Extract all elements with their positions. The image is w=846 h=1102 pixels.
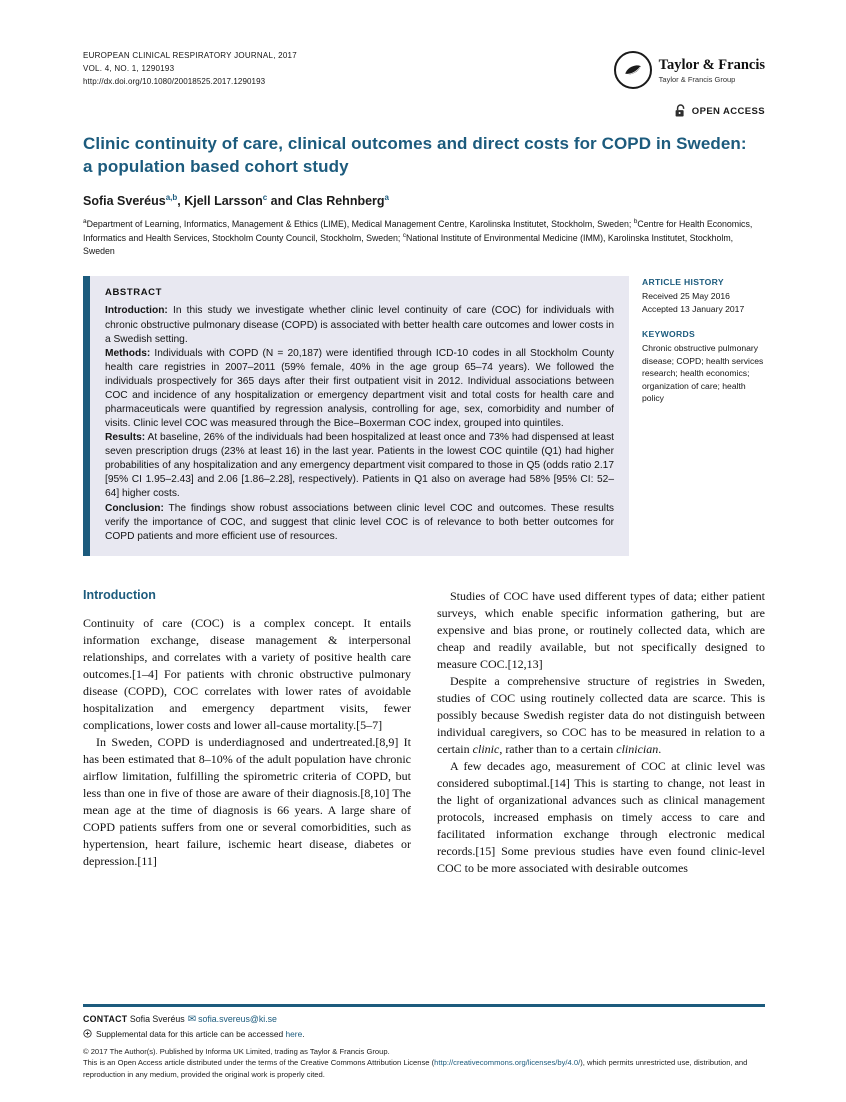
received-date: Received 25 May 2016 bbox=[642, 291, 730, 302]
supplemental-line bbox=[83, 1029, 765, 1039]
supplemental-here-link[interactable]: here bbox=[285, 1028, 303, 1039]
footer bbox=[83, 1004, 765, 1080]
journal-volume-line: VOL. 4, NO. 1, 1290193 bbox=[83, 63, 175, 73]
abstract-text: The findings show robust associations between clinic level COC and outcomes. These results verify the importance of COC, and suggest that clinic level COC is of relevance to both better outcomes for COPD patients and more efficient use of resources. bbox=[105, 502, 614, 542]
article-title bbox=[83, 133, 765, 179]
abstract-introduction bbox=[105, 304, 614, 346]
author-3 bbox=[296, 194, 389, 208]
author-affiliation-marker: a,b bbox=[165, 192, 178, 202]
abstract-results bbox=[105, 431, 614, 501]
paragraph: A few decades ago, measurement of COC at clinic level was considered suboptimal.[14] This is starting to change, not least in the light of organizational advances such as clinical management protocols, increased emphasis on timely access to care and facilitated information exchange through electronic medical records.[15] Some previous studies have even found clinic-level COC to be more associated with desirable outcomes bbox=[437, 759, 765, 876]
email-icon: ✉ bbox=[187, 1013, 197, 1025]
supplemental-period: . bbox=[302, 1028, 305, 1039]
author-1 bbox=[83, 194, 184, 208]
paragraph: Continuity of care (COC) is a complex concept. It entails information exchange, disease management & interpersonal relationships, and correlates with a variety of positive health care outcomes.[1–4] For patients with chronic obstructive pulmonary disease (COPD), COC correlates with lower rates of avoidable hospitalization and emergency department visits, fewer complications, lower costs and lower all-cause mortality.[5–7] bbox=[83, 615, 411, 732]
article-meta-sidebar bbox=[642, 276, 765, 555]
author-name: Sofia Sveréus bbox=[83, 194, 166, 209]
article-title-line-2: a population based cohort study bbox=[83, 156, 349, 176]
right-column bbox=[437, 588, 765, 878]
accepted-date: Accepted 13 January 2017 bbox=[642, 303, 745, 314]
article-history-heading: ARTICLE HISTORY bbox=[642, 277, 724, 288]
keywords-block bbox=[642, 329, 765, 404]
left-column bbox=[83, 588, 411, 878]
affiliation-text: Department of Learning, Informatics, Management & Ethics (LIME), Medical Management Centre, Karolinska Institutet, Stockholm, Sweden; bbox=[86, 218, 634, 229]
keywords-heading: KEYWORDS bbox=[642, 329, 696, 340]
publisher-name: Taylor & Francis bbox=[658, 56, 765, 73]
keywords-text: Chronic obstructive pulmonary disease; COPD; health services research; health economics; organization of care; health policy bbox=[642, 343, 764, 404]
abstract-methods bbox=[105, 347, 614, 431]
introduction-heading: Introduction bbox=[83, 587, 156, 602]
abstract-label: Results: bbox=[105, 432, 146, 444]
abstract-text: Individuals with COPD (N = 20,187) were identified through ICD-10 codes in all Stockholm County health care registries in 2007–2011 (59% female, 40% in the age group 65–74 years). We followed the individuals prospectively for 365 days after their first outpatient visit in 2012. Individual associations between COC and incidence of any hospitalization or emergency department visit and total costs for health care and pharmaceuticals were quantified by regression analysis, controlling for age, sex, comorbidity and number of visits. Clinic level COC was measured through the Bice–Boxerman COC index, grouped into quintiles. bbox=[105, 347, 614, 430]
author-name: Clas Rehnberg bbox=[296, 194, 385, 209]
supplemental-icon bbox=[83, 1029, 92, 1038]
author-separator: and bbox=[267, 194, 297, 209]
journal-title-line: EUROPEAN CLINICAL RESPIRATORY JOURNAL, 2017 bbox=[83, 51, 297, 60]
publisher-text bbox=[659, 57, 765, 84]
author-separator: , bbox=[177, 194, 185, 209]
paragraph: In Sweden, COPD is underdiagnosed and undertreated.[8,9] It has been estimated that 8–10% of the adult population have chronic airflow limitation, fulfilling the spirometric criteria of COPD, but less than one in five of those are aware of their diagnosis.[8,10] The mean age at the time of diagnosis is 66 years. A large share of COPD patients suffers from one or several comorbidities, such as hypertension, heart failure, ischemic heart disease, diabetes or depression.[11] bbox=[83, 734, 411, 869]
open-access-label: OPEN ACCESS bbox=[691, 105, 765, 117]
masthead bbox=[83, 50, 765, 89]
abstract-label: Methods: bbox=[105, 347, 151, 359]
abstract-text: In this study we investigate whether clinic level continuity of care (COC) for individuals with chronic obstructive pulmonary disease (COPD) is associated with better health care outcomes and lower costs in a Swedish setting. bbox=[105, 305, 614, 345]
copyright-text: © 2017 The Author(s). Published by Informa UK Limited, trading as Taylor & Francis Group. bbox=[83, 1046, 390, 1056]
author-affiliation-marker: c bbox=[262, 192, 268, 202]
author-2 bbox=[184, 194, 296, 208]
taylor-francis-logo-icon bbox=[614, 51, 652, 89]
italic-term: clinician bbox=[616, 742, 659, 757]
paragraph bbox=[437, 673, 765, 758]
contact-line bbox=[83, 1014, 765, 1025]
article-title-line-1: Clinic continuity of care, clinical outcomes and direct costs for COPD in Sweden: bbox=[83, 134, 747, 153]
publisher-logo bbox=[614, 51, 765, 89]
paragraph-segment: , rather than to a certain bbox=[499, 742, 617, 757]
paragraph-segment: . bbox=[658, 742, 662, 757]
article-body bbox=[83, 588, 765, 878]
footer-divider bbox=[83, 1004, 765, 1007]
license-link[interactable]: http://creativecommons.org/licenses/by/4.0/ bbox=[434, 1058, 581, 1068]
abstract-label: Introduction: bbox=[105, 305, 168, 317]
author-name: Kjell Larsson bbox=[184, 194, 263, 209]
article-history bbox=[642, 277, 765, 315]
supplemental-text: Supplemental data for this article can be accessed here. bbox=[96, 1028, 305, 1039]
contact-name: Sofia Sveréus bbox=[129, 1013, 185, 1024]
abstract-label: Conclusion: bbox=[105, 502, 164, 514]
author-list bbox=[83, 193, 765, 208]
affiliation-text: Centre for Health Economics, Informatics and Health Services, Stockholm County Council, Stockholm, Sweden; bbox=[83, 218, 753, 244]
paragraph: Studies of COC have used different types of data; either patient surveys, which enable specific information gathering, but are expensive and bias prone, or routinely collected data, which are cheap and readily available, but not specifically designed to measure COC.[12,13] bbox=[437, 588, 765, 671]
affiliation-marker: b bbox=[633, 218, 638, 226]
contact-label: CONTACT bbox=[83, 1013, 128, 1024]
affiliation-marker: a bbox=[83, 218, 87, 226]
license-post: ), which permits unrestricted use, distribution, and reproduction in any medium, provided the original work is properly cited. bbox=[83, 1058, 748, 1079]
author-affiliation-marker: a bbox=[384, 192, 389, 202]
abstract-text: At baseline, 26% of the individuals had been hospitalized at least once and 73% had dispensed at least seven prescription drugs (23% at least 16) in the last year. Patients in the lowest COC quintile (Q1) had higher probabilities of any hospitalization and any emergency department visit compared to those in Q5 (odds ratio 2.17 [95% CI 1.95–2.43] and 2.06 [1.86–2.28], respectively). Patients in Q1 also on average had 58% [95% CI: 52–64] higher costs. bbox=[105, 432, 614, 500]
doi-link[interactable]: http://dx.doi.org/10.1080/20018525.2017.1290193 bbox=[83, 76, 266, 86]
abstract-conclusion bbox=[105, 502, 614, 544]
italic-term: clinic bbox=[472, 742, 500, 757]
affiliation-text: National Institute of Environmental Medicine (IMM), Karolinska Institutet, Stockholm, Sweden bbox=[83, 233, 734, 257]
license-text bbox=[83, 1057, 765, 1080]
affiliations bbox=[83, 217, 765, 258]
license-pre: This is an Open Access article distributed under the terms of the Creative Commons Attribution License ( bbox=[83, 1058, 435, 1068]
abstract-heading: ABSTRACT bbox=[105, 287, 163, 299]
journal-info bbox=[83, 50, 297, 88]
affiliation-marker: c bbox=[402, 232, 407, 240]
open-access-icon bbox=[674, 104, 687, 118]
paragraph-segment: Despite a comprehensive structure of registries in Sweden, studies of COC using routinely collected data are scarce. This is possibly because Swedish register data do not distinguish between individual caregivers, so COC has to be measured in relation to a certain bbox=[437, 673, 765, 757]
publisher-group: Taylor & Francis Group bbox=[658, 74, 736, 84]
abstract-section bbox=[83, 276, 765, 555]
open-access-badge bbox=[83, 104, 765, 118]
abstract-box bbox=[83, 276, 629, 555]
contact-email-link[interactable]: sofia.svereus@ki.se bbox=[198, 1013, 277, 1024]
